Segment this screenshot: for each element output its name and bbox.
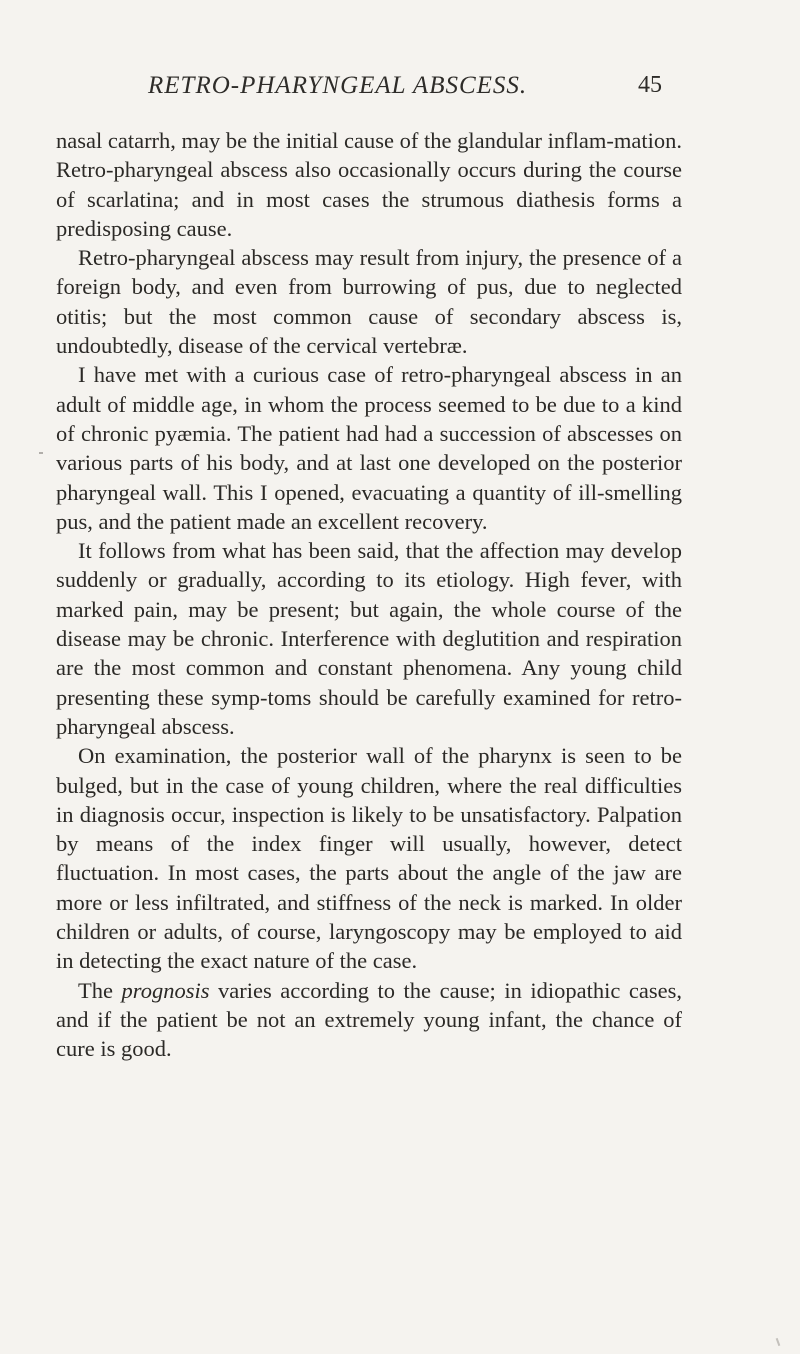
page-speck bbox=[39, 452, 43, 454]
paragraph-case-report: I have met with a curious case of retro-pharyngeal abscess in an adult of middle age, in whom the process seemed to be due to a kind of chronic pyæmia. The patient had had a succession of abscesses on various parts of his body, and at last one developed on the posterior pharyngeal wall. This I opened, evacuating a quantity of ill-smelling pus, and the patient made an excellent recovery. bbox=[56, 362, 682, 534]
paragraph-continued: nasal catarrh, may be the initial cause of the glandular inflam-mation. Retro-pharyngeal abscess also occasionally occurs during the course of scarlatina; and in most cases the strumous diathesis forms a predisposing cause. bbox=[56, 128, 683, 241]
prognosis-term: prognosis bbox=[121, 977, 210, 1003]
prognosis-rest-text: varies according to the cause; in idiopathic cases, and if the patient be not an extremely young infant, the chance of cure is good. bbox=[56, 977, 682, 1062]
paragraph-prognosis bbox=[56, 976, 682, 1064]
paragraph-examination: On examination, the posterior wall of the pharynx is seen to be bulged, but in the case of young children, where the real difficulties in diagnosis occur, inspection is likely to be unsatisfactory. Palpation by means of the index finger will usually, however, detect fluctuation. In most cases, the parts about the angle of the jaw are more or less infiltrated, and stiffness of the neck is marked. In older children or adults, of course, laryngoscopy may be employed to aid in detecting the exact nature of the case. bbox=[56, 743, 682, 974]
prognosis-lead-text: The bbox=[78, 977, 122, 1003]
body-text bbox=[56, 126, 682, 1064]
paragraph-causes: Retro-pharyngeal abscess may result from injury, the presence of a foreign body, and even from burrowing of pus, due to neglected otitis; but the most common cause of secondary abscess is, undoubtedly, disease of the cervical vertebræ. bbox=[56, 245, 682, 359]
page-number: 45 bbox=[638, 72, 662, 98]
running-title: RETRO-PHARYNGEAL ABSCESS. bbox=[148, 72, 528, 99]
page-speck-corner bbox=[776, 1338, 781, 1346]
paragraph-symptoms: It follows from what has been said, that the affection may develop suddenly or gradually, according to its etiology. High fever, with marked pain, may be present; but again, the whole course of the disease may be chronic. Interference with deglutition and respiration are the most common and constant phenomena. Any young child presenting these symp-toms should be carefully examined for retro-pharyngeal abscess. bbox=[56, 538, 682, 739]
